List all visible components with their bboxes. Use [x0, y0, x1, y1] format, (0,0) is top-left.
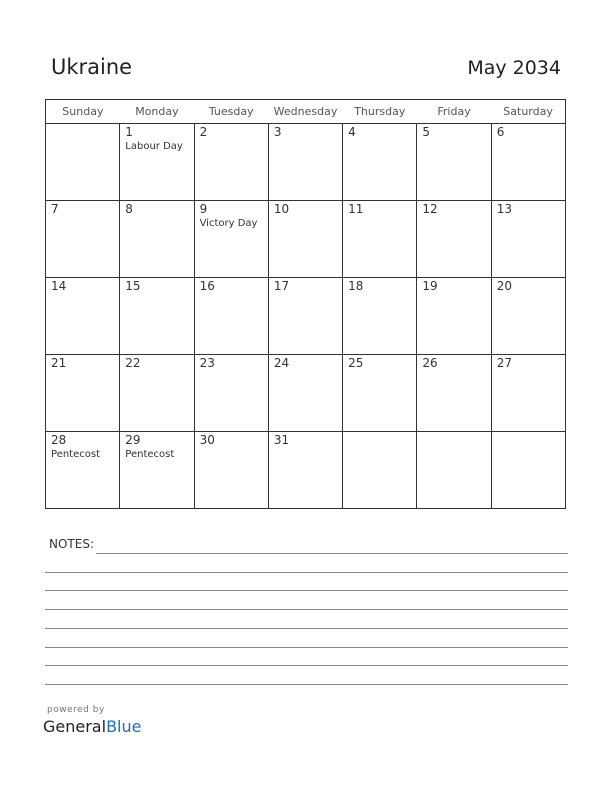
day-number: 7: [51, 202, 59, 216]
day-cell: [194, 124, 268, 201]
brand-general-text: General: [43, 717, 107, 736]
day-number: 8: [125, 202, 133, 216]
powered-by-text: powered by: [47, 705, 105, 715]
day-number: 23: [199, 356, 215, 370]
weekday-header: Tuesday: [194, 100, 268, 124]
day-number: 3: [273, 125, 282, 139]
calendar-body: [46, 124, 566, 509]
day-cell: [268, 201, 342, 278]
day-number: 31: [273, 433, 290, 447]
day-cell: [268, 355, 342, 432]
day-cell: [120, 124, 194, 201]
day-number: 22: [125, 356, 141, 370]
day-cell: [268, 124, 342, 201]
day-number: 30: [199, 433, 215, 447]
day-cell: [417, 124, 491, 201]
notes-line: [45, 665, 568, 666]
day-number: 17: [273, 279, 290, 293]
day-number: 2: [199, 125, 208, 139]
day-cell: [194, 278, 268, 355]
day-cell: [343, 278, 417, 355]
day-number: 5: [422, 125, 431, 139]
day-number: [343, 432, 416, 433]
day-number: 11: [348, 202, 364, 216]
week-row: [46, 201, 566, 278]
brand-blue-text: Blue: [106, 717, 142, 736]
day-number: 20: [496, 279, 512, 293]
day-number: 27: [496, 356, 512, 370]
day-number: 26: [422, 356, 438, 370]
day-cell: [417, 278, 491, 355]
day-cell: [417, 432, 491, 509]
notes-line: [45, 590, 568, 591]
day-cell: [417, 355, 491, 432]
day-number: 12: [422, 202, 438, 216]
month-title: May 2034: [467, 57, 561, 79]
weekday-header: Saturday: [491, 100, 565, 124]
week-row: [46, 355, 566, 432]
day-number: 9: [199, 202, 208, 216]
notes-line: [45, 572, 568, 573]
day-number: 16: [199, 279, 215, 293]
weekday-header: Friday: [417, 100, 491, 124]
day-number: 21: [51, 356, 67, 370]
week-row: [46, 124, 566, 201]
notes-line: [45, 609, 568, 610]
day-number: 28: [51, 433, 67, 447]
day-number: 10: [273, 202, 290, 216]
day-cell: [343, 124, 417, 201]
day-cell: [491, 355, 565, 432]
day-number: [492, 432, 565, 433]
day-cell: [491, 278, 565, 355]
holiday-label: Victory Day: [199, 218, 258, 229]
weekday-header: Monday: [120, 100, 194, 124]
calendar-grid: [45, 99, 566, 509]
day-number: [417, 432, 490, 433]
notes-line: [96, 553, 568, 554]
day-number: 25: [348, 356, 364, 370]
day-cell: [194, 355, 268, 432]
day-number: 6: [496, 125, 505, 139]
day-number: 4: [348, 125, 356, 139]
weekday-header: Thursday: [343, 100, 417, 124]
day-cell: [120, 355, 194, 432]
day-number: 1: [125, 125, 133, 139]
week-row: [46, 278, 566, 355]
day-cell: [46, 124, 120, 201]
day-number: [46, 124, 119, 125]
day-cell: [46, 355, 120, 432]
notes-label: NOTES:: [49, 537, 94, 551]
day-number: 13: [496, 202, 512, 216]
day-cell: [343, 355, 417, 432]
day-cell: [343, 432, 417, 509]
day-cell: [194, 432, 268, 509]
day-number: 24: [273, 356, 290, 370]
day-number: 14: [51, 279, 67, 293]
day-cell: [46, 201, 120, 278]
country-title: Ukraine: [51, 55, 133, 79]
holiday-label: Pentecost: [125, 449, 175, 460]
weekday-header: Sunday: [46, 100, 120, 124]
day-number: 15: [125, 279, 141, 293]
day-cell: [491, 432, 565, 509]
day-cell: [120, 201, 194, 278]
brand-logo[interactable]: [43, 717, 141, 736]
day-cell: [46, 278, 120, 355]
day-cell: [491, 201, 565, 278]
day-cell: [268, 432, 342, 509]
notes-line: [45, 684, 568, 685]
day-cell: [120, 432, 194, 509]
day-cell: [343, 201, 417, 278]
day-cell: [417, 201, 491, 278]
day-number: 19: [422, 279, 438, 293]
week-row: [46, 432, 566, 509]
notes-line: [45, 628, 568, 629]
holiday-label: Pentecost: [51, 449, 100, 460]
notes-line: [45, 647, 568, 648]
holiday-label: Labour Day: [125, 141, 183, 152]
day-number: 18: [348, 279, 364, 293]
day-cell: [268, 278, 342, 355]
day-number: 29: [125, 433, 141, 447]
weekday-header: Wednesday: [268, 100, 342, 124]
day-cell: [120, 278, 194, 355]
day-cell: [491, 124, 565, 201]
day-cell: [46, 432, 120, 509]
day-cell: [194, 201, 268, 278]
weekday-header-row: [46, 100, 566, 124]
